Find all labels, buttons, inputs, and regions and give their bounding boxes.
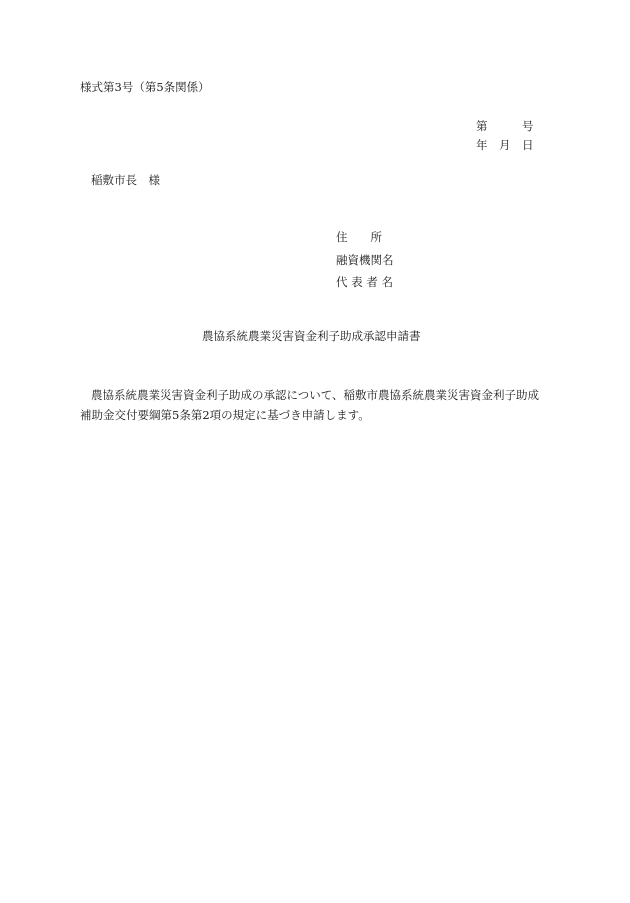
number-prefix: 第 [476,119,488,133]
body-paragraph [80,385,550,425]
date-month: 月 [499,138,511,152]
body-line-1: 農協系統農業災害資金利子助成の承認について、稲敷市農協系統農業災害資金利子助成 [91,388,540,402]
institution-label: 融資機関名 [336,253,394,267]
body-line-2: 補助金交付要綱第5条第2項の規定に基づき申請します。 [80,408,370,422]
address-label: 住 所 [336,230,382,244]
addressee: 稲敷市長 様 [91,173,160,187]
date-day: 日 [522,138,534,152]
document-title: 農協系統農業災害資金利子助成承認申請書 [202,329,421,343]
date-year: 年 [476,138,488,152]
representative-label: 代 表 者 名 [336,275,393,289]
number-suffix: 号 [522,119,534,133]
form-number: 様式第3号（第5条関係） [80,80,210,94]
